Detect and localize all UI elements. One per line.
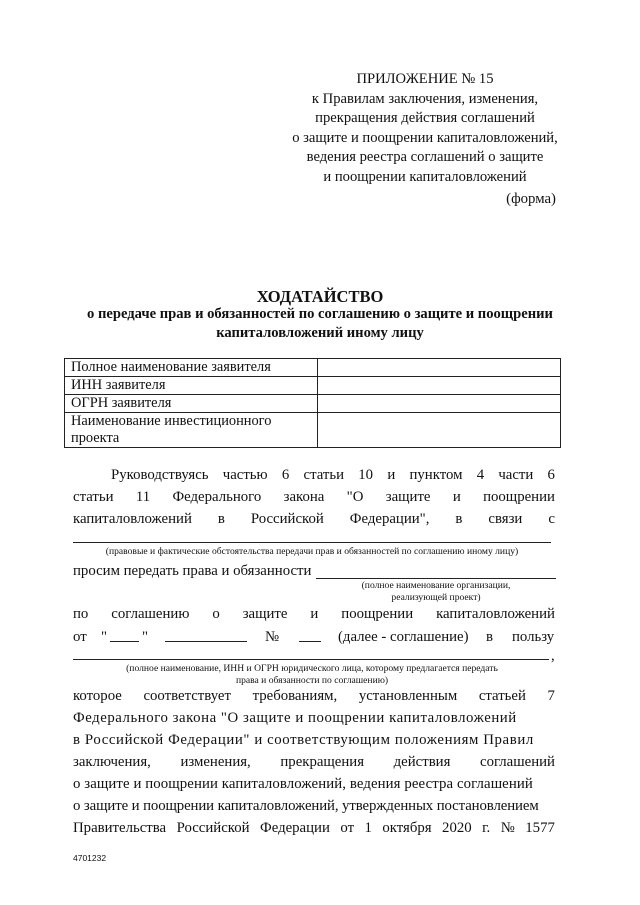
body-word: 10 [358, 467, 374, 483]
body-word: установленным [358, 688, 458, 704]
body-word: действия [393, 754, 451, 770]
body-word: Руководствуясь [111, 467, 209, 483]
applicant-table [64, 358, 561, 448]
table-value-cell[interactable] [317, 377, 560, 395]
table-value-cell[interactable] [317, 359, 560, 377]
body-line-1 [111, 467, 555, 484]
body-line-2 [73, 489, 555, 506]
quote-open: " [101, 629, 108, 645]
body-word: изменения, [180, 754, 251, 770]
body-word: 6 [547, 467, 555, 483]
document-subtitle-1: о передаче прав и обязанностей по соглашению о защите и поощрении [87, 306, 553, 322]
organization-caption-1: (полное наименование организации, [361, 580, 511, 591]
from-word: от [73, 629, 87, 645]
appendix-line-5: ведения реестра соглашений о защите [306, 149, 544, 165]
in-word: в [486, 629, 493, 645]
body-word: с [548, 511, 555, 527]
document-subtitle-2: капиталовложений иному лицу [216, 325, 424, 341]
body-word: в [217, 511, 225, 527]
body-line-8 [73, 688, 555, 705]
organization-caption-2: реализующей проект) [391, 592, 481, 603]
body-word: пунктом [409, 467, 463, 483]
appendix-line-6: и поощрении капиталовложений [323, 168, 527, 185]
body-word: статьей [478, 688, 526, 704]
day-blank[interactable] [110, 640, 139, 642]
request-text: просим передать права и обязанности [73, 563, 312, 579]
table-label: Полное наименование заявителя [65, 359, 318, 377]
body-word: прекращения [280, 754, 365, 770]
body-word: части [498, 467, 534, 483]
organization-blank-line[interactable] [316, 578, 556, 579]
body-word: и [452, 489, 461, 505]
body-word: "О [346, 489, 364, 505]
table-value-cell[interactable] [317, 413, 560, 448]
body-word: 7 [547, 688, 555, 704]
body-word: защите [385, 489, 431, 505]
document-title: ХОДАТАЙСТВО [256, 287, 384, 306]
body-word: № [500, 820, 515, 836]
body-line-3 [73, 511, 555, 528]
body-word: защите [242, 606, 288, 622]
body-word: октября [382, 820, 432, 836]
favor-word: пользу [512, 629, 555, 645]
body-word: соответствует [143, 688, 231, 704]
body-word: которое [73, 688, 122, 704]
agreement-number-blank[interactable] [299, 640, 321, 642]
body-word: от [340, 820, 355, 836]
appendix-line-3: прекращения действия соглашений [315, 110, 535, 126]
body-line-13: о защите и поощрении капиталовложений, утвержденных постановлением [73, 798, 539, 814]
body-word: 6 [281, 467, 290, 483]
body-word: статьи [73, 489, 114, 505]
recipient-blank-line[interactable] [73, 659, 549, 660]
number-sign: № [265, 629, 280, 645]
appendix-line-2: к Правилам заключения, изменения, [311, 90, 539, 107]
table-row [65, 377, 561, 395]
body-word: Федерации", [349, 511, 430, 527]
body-word: Федерального [172, 489, 262, 505]
body-word: поощрении [483, 489, 555, 505]
body-word: 4 [476, 467, 485, 483]
recipient-comma: , [551, 648, 555, 664]
body-word: Российской [176, 820, 250, 836]
appendix-number: ПРИЛОЖЕНИЕ № 15 [356, 71, 494, 87]
body-word: статьи [303, 467, 345, 483]
body-line-14 [73, 820, 555, 837]
body-word: и [387, 467, 396, 483]
body-word: капиталовложений [73, 511, 192, 527]
hereinafter-text: (далее - соглашение) [338, 629, 469, 645]
table-value-cell[interactable] [317, 395, 560, 413]
body-word: 1 [364, 820, 372, 836]
body-line-9: Федерального закона "О защите и поощрении капиталовложений [73, 710, 517, 726]
body-word: поощрении [341, 606, 414, 622]
body-word: Правительства [73, 820, 167, 836]
body-word: соглашению [111, 606, 190, 622]
appendix-header [250, 70, 600, 187]
body-word: капиталовложений [436, 606, 555, 622]
body-word: 2020 [442, 820, 472, 836]
body-word: 1577 [525, 820, 555, 836]
form-note: (форма) [506, 191, 556, 207]
body-word: соглашений [480, 754, 555, 770]
table-label: ИНН заявителя [65, 377, 318, 395]
body-word: заключения, [73, 754, 151, 770]
table-row [65, 395, 561, 413]
body-line-10: в Российской Федерации" и соответствующим положениям Правил [73, 732, 534, 748]
table-label: ОГРН заявителя [65, 395, 318, 413]
body-line-5 [73, 606, 555, 623]
table-row [65, 413, 561, 448]
circumstances-caption: (правовые и фактические обстоятельства передачи прав и обязанностей по соглашению иному лицу) [105, 546, 519, 557]
recipient-caption-2: права и обязанности по соглашению) [235, 675, 389, 686]
table-row [65, 359, 561, 377]
document-code: 4701232 [73, 853, 107, 863]
body-word: Российской [250, 511, 324, 527]
body-line-11 [73, 754, 555, 771]
body-word: 11 [135, 489, 151, 505]
body-word: Федерации [260, 820, 330, 836]
body-word: г. [482, 820, 491, 836]
table-label: Наименование инвестиционного проекта [65, 413, 318, 448]
body-word: в [455, 511, 463, 527]
body-word: требованиям, [252, 688, 338, 704]
body-word: закона [283, 489, 325, 505]
month-year-blank[interactable] [165, 640, 247, 642]
body-word: связи [488, 511, 523, 527]
body-word: о [212, 606, 220, 622]
recipient-caption-1: (полное наименование, ИНН и ОГРН юридического лица, которому предлагается передать [126, 663, 498, 674]
quote-close: " [142, 629, 149, 645]
body-word: и [310, 606, 319, 622]
body-word: частью [222, 467, 268, 483]
body-word: по [73, 606, 89, 622]
circumstances-blank-line[interactable] [73, 542, 551, 543]
body-line-12: о защите и поощрении капиталовложений, ведения реестра соглашений [73, 776, 533, 792]
appendix-line-4: о защите и поощрении капиталовложений, [292, 129, 558, 146]
